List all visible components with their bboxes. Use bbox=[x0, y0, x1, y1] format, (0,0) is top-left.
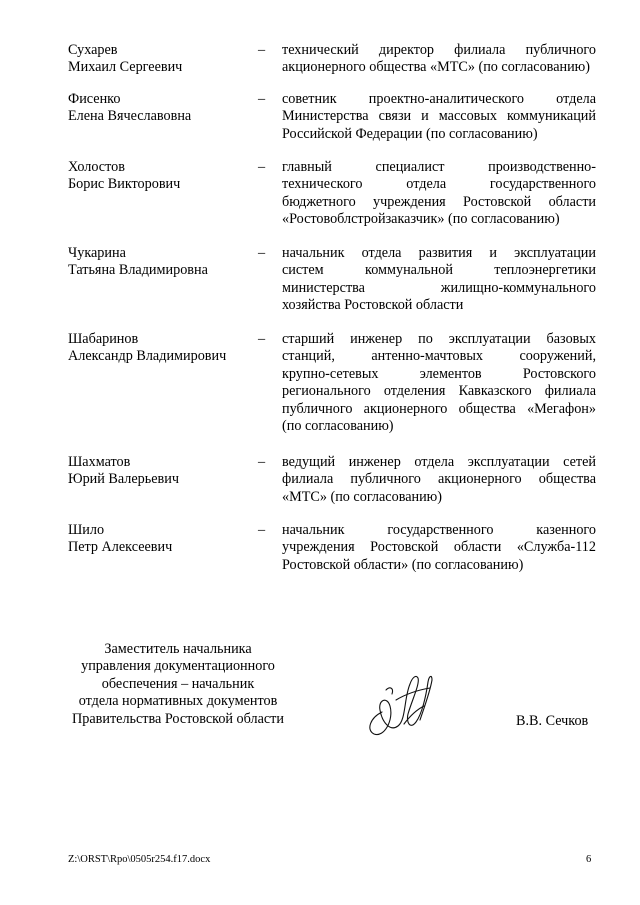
member-given-names: Татьяна Владимировна bbox=[68, 262, 208, 279]
member-surname: Фисенко bbox=[68, 91, 121, 107]
dash-separator: – bbox=[258, 522, 266, 538]
position-line: Министерства связи и массовых коммуникаций bbox=[282, 108, 596, 125]
position-line: хозяйства Ростовской области bbox=[282, 297, 464, 314]
member-name bbox=[68, 159, 258, 194]
position-line: учреждения Ростовской области «Служба-112 bbox=[282, 539, 596, 556]
signatory-title-line: Заместитель начальника bbox=[104, 641, 252, 657]
signatory-title-line: управления документационного bbox=[81, 658, 275, 675]
position-line: начальник государственного казенного bbox=[282, 522, 596, 538]
member-name bbox=[68, 42, 258, 77]
position-line: Российской Федерации (по согласованию) bbox=[282, 125, 538, 142]
member-position bbox=[282, 522, 596, 574]
position-line: публичного акционерного общества «Мегафон» bbox=[282, 400, 596, 417]
position-line: Ростовской области» (по согласованию) bbox=[282, 556, 524, 573]
position-line: министерства жилищно-коммунального bbox=[282, 279, 596, 296]
member-position bbox=[282, 159, 596, 229]
position-line: ведущий инженер отдела эксплуатации сетей bbox=[282, 454, 596, 470]
signatory-title bbox=[60, 641, 296, 728]
member-position bbox=[282, 454, 596, 506]
position-line: начальник отдела развития и эксплуатации bbox=[282, 245, 596, 261]
signer-name: В.В. Сечков bbox=[516, 713, 589, 729]
signatory-title-line: отдела нормативных документов bbox=[78, 693, 278, 710]
handwritten-signature bbox=[360, 660, 440, 740]
member-given-names: Борис Викторович bbox=[68, 176, 181, 193]
dash-separator: – bbox=[258, 331, 266, 347]
dash-separator: – bbox=[258, 245, 266, 261]
position-line: технический директор филиала публичного bbox=[282, 42, 596, 58]
member-name bbox=[68, 91, 258, 126]
member-name bbox=[68, 245, 258, 280]
member-surname: Холостов bbox=[68, 159, 125, 175]
page-number: 6 bbox=[586, 854, 592, 865]
member-position bbox=[282, 245, 596, 315]
member-name bbox=[68, 454, 258, 489]
member-given-names: Михаил Сергеевич bbox=[68, 59, 183, 76]
position-line: главный специалист производственно- bbox=[282, 159, 596, 175]
file-path-footer: Z:\ORST\Rpo\0505r254.f17.docx bbox=[68, 854, 211, 865]
dash-separator: – bbox=[258, 159, 266, 175]
member-surname: Шабаринов bbox=[68, 331, 139, 347]
member-name bbox=[68, 331, 258, 366]
member-surname: Шило bbox=[68, 522, 105, 538]
dash-separator: – bbox=[258, 91, 266, 107]
member-given-names: Петр Алексеевич bbox=[68, 539, 173, 556]
position-line: советник проектно-аналитического отдела bbox=[282, 91, 596, 107]
position-line: станций, антенно-мачтовых сооружений, bbox=[282, 348, 596, 365]
signatory-title-line: Правительства Ростовской области bbox=[72, 710, 284, 727]
position-line: (по согласованию) bbox=[282, 418, 394, 435]
position-line: акционерного общества «МТС» (по согласованию) bbox=[282, 59, 590, 76]
member-position bbox=[282, 331, 596, 435]
position-line: крупно-сетевых элементов Ростовского bbox=[282, 365, 596, 382]
position-line: старший инженер по эксплуатации базовых bbox=[282, 331, 596, 347]
position-line: технического отдела государственного bbox=[282, 176, 596, 193]
member-position bbox=[282, 42, 596, 77]
signatory-title-line: обеспечения – начальник bbox=[101, 675, 255, 692]
member-position bbox=[282, 91, 596, 143]
position-line: филиала публичного акционерного общества bbox=[282, 471, 596, 488]
position-line: регионального отделения Кавказского филиала bbox=[282, 383, 596, 400]
member-given-names: Елена Вячеславовна bbox=[68, 108, 192, 125]
dash-separator: – bbox=[258, 454, 266, 470]
position-line: «МТС» (по согласованию) bbox=[282, 488, 443, 505]
member-name bbox=[68, 522, 258, 557]
position-line: систем коммунальной теплоэнергетики bbox=[282, 262, 596, 279]
position-line: «Ростовоблстройзаказчик» (по согласованию) bbox=[282, 211, 560, 228]
member-surname: Сухарев bbox=[68, 42, 118, 58]
member-given-names: Юрий Валерьевич bbox=[68, 471, 179, 488]
member-given-names: Александр Владимирович bbox=[68, 348, 227, 365]
member-surname: Шахматов bbox=[68, 454, 131, 470]
position-line: бюджетного учреждения Ростовской области bbox=[282, 193, 596, 210]
member-surname: Чукарина bbox=[68, 245, 126, 261]
dash-separator: – bbox=[258, 42, 266, 58]
